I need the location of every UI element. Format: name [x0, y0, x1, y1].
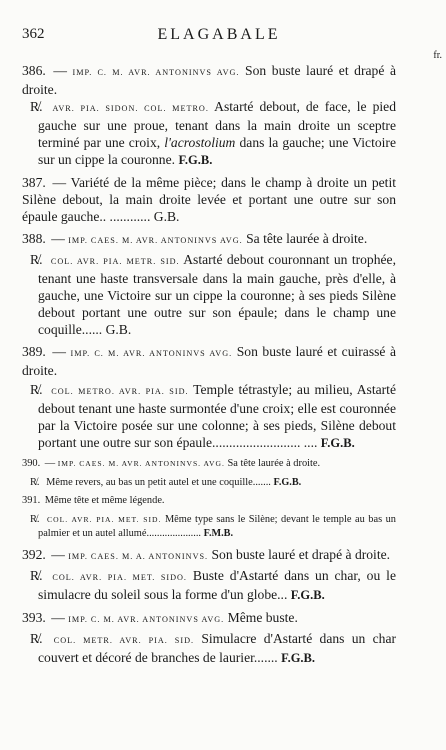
- running-title: ELAGABALE: [157, 26, 281, 43]
- entry-number: 387.: [22, 175, 46, 190]
- entry-text-italic: l'acrostolium: [164, 135, 236, 150]
- reverse-mark: R̸.: [30, 567, 43, 583]
- entry-reverse: [22, 567, 396, 604]
- reverse-mark: R̸.: [30, 99, 43, 114]
- coin-legend: IMP. C. M. AVR. ANTONINVS AVG.: [72, 68, 240, 77]
- coin-legend: AVR. PIA. SIDON. COL. METRO.: [52, 104, 209, 113]
- entry-obverse: 392. — IMP. CAES. M. A. ANTONINVS. Son buste lauré et drapé à droite.: [22, 546, 391, 562]
- reverse-mark: R̸.: [30, 513, 40, 525]
- entry-text: Temple tétrastyle; au milieu, Astarté debout tenant une haste surmontée d'une croix; elle est couronnée par la Victoire posée sur une colonne; à ses pieds, Silène debout portant une outre sur son épaule.......................... ....: [38, 382, 396, 450]
- entry-number: 391.: [22, 495, 41, 506]
- entry-obverse: 388. — IMP. CAES. M. AVR. ANTONINVS AVG. Sa tête laurée à droite.: [22, 231, 368, 246]
- coin-legend: IMP. CAES. M. A. ANTONINVS.: [68, 551, 209, 561]
- page-header: [22, 26, 416, 48]
- margin-note: fr.: [433, 50, 442, 61]
- entry-number: 386.: [22, 63, 46, 78]
- entry-text: Même buste.: [227, 609, 298, 625]
- coin-legend: IMP. C. M. AVR. ANTONINVS AVG.: [70, 349, 233, 358]
- entry-text: Sa tête laurée à droite.: [246, 231, 368, 246]
- entry-obverse: 386. — IMP. C. M. AVR. ANTONINVS AVG. Son buste lauré et drapé à droite.: [22, 63, 396, 97]
- entry-obverse: 390. — IMP. CAES. M. AVR. ANTONINVS. AVG. Sa tête laurée à droite.: [22, 458, 321, 469]
- size-abbreviation: G.B.: [153, 209, 180, 224]
- reverse-mark: R̸.: [30, 630, 43, 646]
- coin-legend: IMP. CAES. M. AVR. ANTONINVS. AVG.: [57, 459, 225, 468]
- entry-reverse: [22, 381, 396, 452]
- entry-number: 390.: [22, 458, 41, 469]
- entry-reverse: [22, 476, 396, 491]
- coin-legend: COL. AVR. PIA. MET. SIDO.: [52, 572, 187, 582]
- reverse-mark: R̸.: [30, 252, 43, 267]
- entry-number: 389.: [22, 344, 46, 359]
- entry-reverse: [22, 630, 396, 667]
- entry-number: 392.: [22, 546, 46, 562]
- entry-text: Sa tête laurée à droite.: [227, 458, 321, 469]
- coin-legend: COL. AVR. PIA. MET. SID.: [47, 514, 162, 524]
- entry-number: 393.: [22, 609, 46, 625]
- size-abbreviation: F.G.B.: [290, 587, 325, 602]
- entry-text: Simulacre d'Astarté dans un char couvert et décoré de branches de laurier.......: [38, 630, 396, 665]
- catalogue-body: [22, 62, 396, 667]
- coin-legend: IMP. CAES. M. AVR. ANTONINVS AVG.: [68, 236, 243, 245]
- page-number: 362: [22, 26, 45, 42]
- reverse-mark: R̸.: [30, 476, 40, 488]
- coin-legend: COL. METRO. AVR. PIA. SID.: [51, 387, 189, 396]
- entry-text: Buste d'Astarté dans un char, ou le simulacre du soleil sous la forme d'un globe...: [38, 567, 396, 602]
- entry-text: Son buste lauré et drapé à droite.: [211, 546, 391, 562]
- size-abbreviation: F.G.B.: [320, 436, 355, 450]
- entry-obverse: [22, 174, 396, 225]
- size-abbreviation: G.B.: [105, 322, 132, 337]
- size-abbreviation: F.M.B.: [203, 528, 233, 539]
- entry-number: 388.: [22, 231, 46, 246]
- entry-text: Son buste lauré et drapé à droite.: [22, 63, 396, 97]
- coin-legend: COL. METR. AVR. PIA. SID.: [53, 635, 195, 645]
- entry-text: Même tête et même légende.: [44, 495, 165, 506]
- entry-text: Astarté debout, de face, le pied gauche sur une proue, tenant dans la main droite un sceptre terminé par une croix,: [38, 99, 396, 150]
- entry-obverse: [22, 494, 396, 509]
- entry-text: Même revers, au bas un petit autel et une coquille.......: [46, 476, 271, 488]
- entry-reverse: [22, 251, 396, 338]
- entry-obverse: 389. — IMP. C. M. AVR. ANTONINVS AVG. Son buste lauré et cuirassé à droite.: [22, 344, 397, 378]
- size-abbreviation: F.G.B.: [273, 476, 302, 488]
- size-abbreviation: F.G.B.: [281, 650, 316, 665]
- entry-reverse: [22, 98, 396, 169]
- size-abbreviation: F.G.B.: [178, 153, 213, 167]
- entry-obverse: 393. — IMP. C. M. AVR. ANTONINVS AVG. Même buste.: [22, 609, 298, 625]
- entry-text: — Variété de la même pièce; dans le champ à droite un petit Silène debout, la main droite levée et portant une outre sur son épaule gauche.. ............: [22, 175, 396, 224]
- reverse-mark: R̸.: [30, 382, 43, 397]
- entry-text: Son buste lauré et cuirassé à droite.: [22, 344, 397, 378]
- entry-reverse: [22, 513, 396, 542]
- coin-legend: IMP. C. M. AVR. ANTONINVS AVG.: [68, 614, 225, 624]
- entry-text: dans la gauche; une Victoire sur un cippe la couronne.: [38, 135, 396, 167]
- coin-legend: COL. AVR. PIA. METR. SID.: [50, 257, 180, 266]
- entry-text: Même type sans le Silène; devant le temple au bas un palmier et un autel allumé.....................: [38, 513, 396, 539]
- entry-text: Astarté debout couronnant un trophée, tenant une haste transversale dans la main gauche, près d'elle, à gauche, une Victoire sur un cippe la couronne; à ses pieds Silène debout portant une outre sur son épaule; dans le champ une coquille......: [38, 252, 396, 337]
